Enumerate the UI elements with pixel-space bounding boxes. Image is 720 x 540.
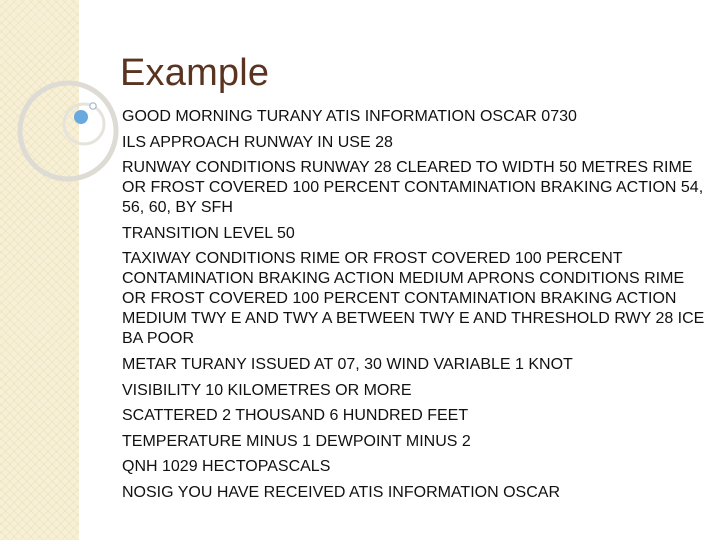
list-item: TAXIWAY CONDITIONS RIME OR FROST COVERED 100 PERCENT CONTAMINATION BRAKING ACTION MEDIUM APRONS CONDITIONS RIME OR FROST COVERED 100 PERCENT CONTAMINATION BRAKING ACTION MEDIUM TWY E AND TWY A BETWEEN TWY E AND THRESHOLD RWY 28 ICE BA POOR: [122, 250, 705, 348]
list-item: VISIBILITY 10 KILOMETRES OR MORE: [122, 381, 412, 399]
ornament-ring-small: [64, 104, 104, 144]
list-item: TRANSITION LEVEL 50: [122, 224, 295, 242]
list-item: GOOD MORNING TURANY ATIS INFORMATION OSCAR 0730: [122, 108, 577, 125]
atis-message-list: [122, 107, 712, 509]
list-item: ILS APPROACH RUNWAY IN USE 28: [122, 133, 393, 151]
list-item: METAR TURANY ISSUED AT 07, 30 WIND VARIABLE 1 KNOT: [122, 355, 573, 373]
list-item: QNH 1029 HECTOPASCALS: [122, 458, 331, 476]
list-item: NOSIG YOU HAVE RECEIVED ATIS INFORMATION OSCAR: [122, 483, 560, 501]
list-item: TEMPERATURE MINUS 1 DEWPOINT MINUS 2: [122, 432, 471, 450]
list-item: SCATTERED 2 THOUSAND 6 HUNDRED FEET: [122, 407, 469, 425]
list-item: RUNWAY CONDITIONS RUNWAY 28 CLEARED TO WIDTH 50 METRES RIME OR FROST COVERED 100 PERCENT CONTAMINATION BRAKING ACTION 54, 56, 60, BY SFH: [122, 159, 704, 217]
slide-title: Example: [120, 52, 270, 94]
decorative-ring-ornament: [0, 0, 130, 200]
ornament-dot-small: [90, 103, 96, 109]
ornament-dot-large: [74, 110, 88, 124]
